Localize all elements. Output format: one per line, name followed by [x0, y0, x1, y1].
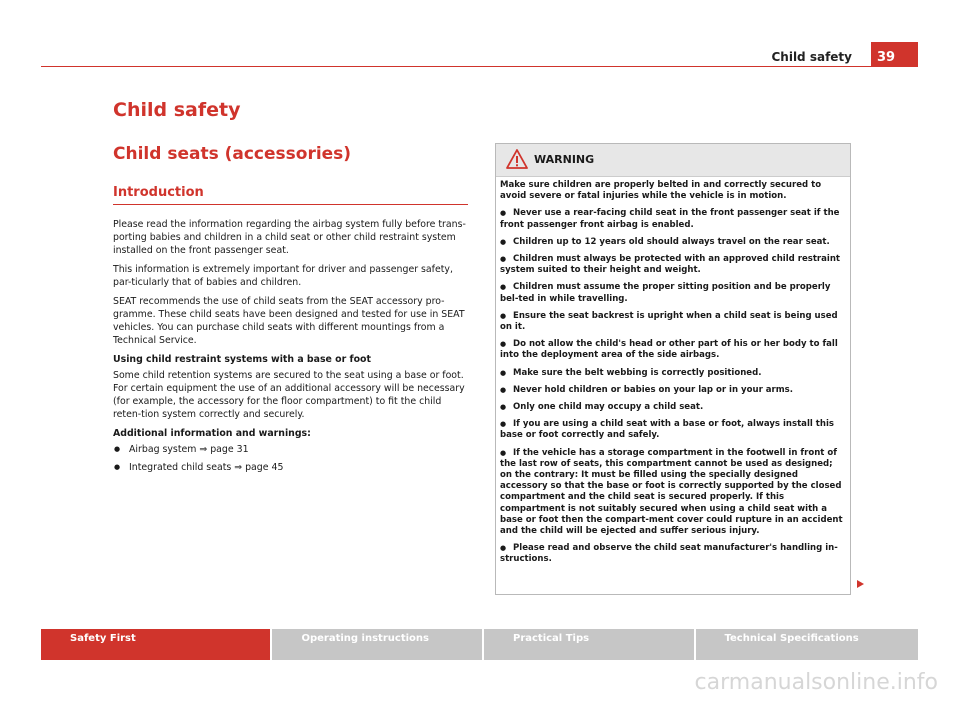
warning-item: ● Do not allow the child's head or other part of his or her body to fall into the deployment area of the side airbags.	[500, 339, 838, 361]
warning-item: ● Children must always be protected with an approved child restraint system suited to their height and weight.	[500, 254, 841, 276]
warning-item: ● If the vehicle has a storage compartment in the footwell in front of the last row of seats, this compartment cannot be used as designed; on the contrary: It must be filled using the specially designed accessory so that the base or foot is correctly supported by the closed compartment and the child seat is secured properly. If this compartment is not suitably secured when using a child seat with a base or foot then the compart-ment cover could rupture in an accident and the child will be ejected and suffer serious injury.	[500, 447, 843, 537]
warning-item: ● Never hold children or babies on your lap or in your arms.	[500, 384, 793, 395]
warning-item: ● Please read and observe the child seat manufacturer's handling in-structions.	[500, 543, 838, 565]
warning-item: ● Ensure the seat backrest is upright when a child seat is being used on it.	[500, 310, 838, 333]
tab-safety-first[interactable]: Safety First	[41, 629, 270, 660]
warning-box	[495, 143, 851, 595]
list-item-integrated-seats[interactable]: ● Integrated child seats ⇒ page 45	[113, 461, 468, 474]
paragraph-seat-recommendation: SEAT recommends the use of child seats from the SEAT accessory pro-gramme. These child seats have been designed and tested for use in SEAT vehicles. You can purchase child seats with different mountings from a Technical Service.	[113, 296, 465, 346]
subsection-rule	[113, 204, 468, 205]
running-header-title: Child safety	[771, 50, 852, 64]
warning-item: ● Make sure the belt webbing is correctly positioned.	[500, 367, 762, 378]
subheading-base-or-foot: Using child restraint systems with a base or foot	[113, 354, 371, 365]
continued-arrow-icon	[857, 580, 864, 588]
warning-triangle-icon	[506, 149, 528, 169]
list-item-airbag-system[interactable]: ● Airbag system ⇒ page 31	[113, 443, 468, 456]
warning-body	[496, 177, 850, 566]
warning-item: ● Never use a rear-facing child seat in the front passenger seat if the front passenger front airbag is enabled.	[500, 208, 840, 230]
paragraph-airbag-info: Please read the information regarding the airbag system fully before trans-porting babies and children in a child seat or other child restraint system installed on the front passenger seat.	[113, 219, 466, 256]
warning-header	[496, 144, 850, 177]
section-title: Child seats (accessories)	[113, 144, 352, 164]
subsection-title: Introduction	[113, 185, 204, 200]
paragraph-base-or-foot: Some child retention systems are secured to the seat using a base or foot. For certain equipment the use of an additional accessory will be necessary (for example, the accessory for the floor compartment) to fit the child reten-tion system correctly and securely.	[113, 370, 465, 420]
warning-intro: Make sure children are properly belted in and correctly secured to avoid severe or fatal injuries while the vehicle is in motion.	[500, 180, 822, 202]
paragraph-importance: This information is extremely important for driver and passenger safety, par-ticularly that of babies and children.	[113, 264, 453, 288]
subheading-additional-info: Additional information and warnings:	[113, 428, 311, 439]
warning-item: ● If you are using a child seat with a base or foot, always install this base or foot correctly and safely.	[500, 419, 834, 441]
warning-item: ● Only one child may occupy a child seat.	[500, 402, 704, 413]
left-column	[113, 218, 468, 479]
tab-practical-tips[interactable]: Practical Tips	[484, 629, 694, 660]
warning-item: ● Children up to 12 years old should always travel on the rear seat.	[500, 236, 830, 247]
warning-title: WARNING	[534, 153, 595, 166]
footer-tabs	[41, 629, 918, 660]
warning-item: ● Children must assume the proper sitting position and be properly bel-ted in while travelling.	[500, 282, 831, 304]
page-number-badge: 39	[871, 42, 918, 67]
chapter-title: Child safety	[113, 99, 241, 121]
tab-technical-specifications[interactable]: Technical Specifications	[696, 629, 918, 660]
header-rule	[41, 66, 918, 67]
tab-operating-instructions[interactable]: Operating instructions	[272, 629, 482, 660]
watermark-text: carmanualsonline.info	[694, 670, 938, 695]
